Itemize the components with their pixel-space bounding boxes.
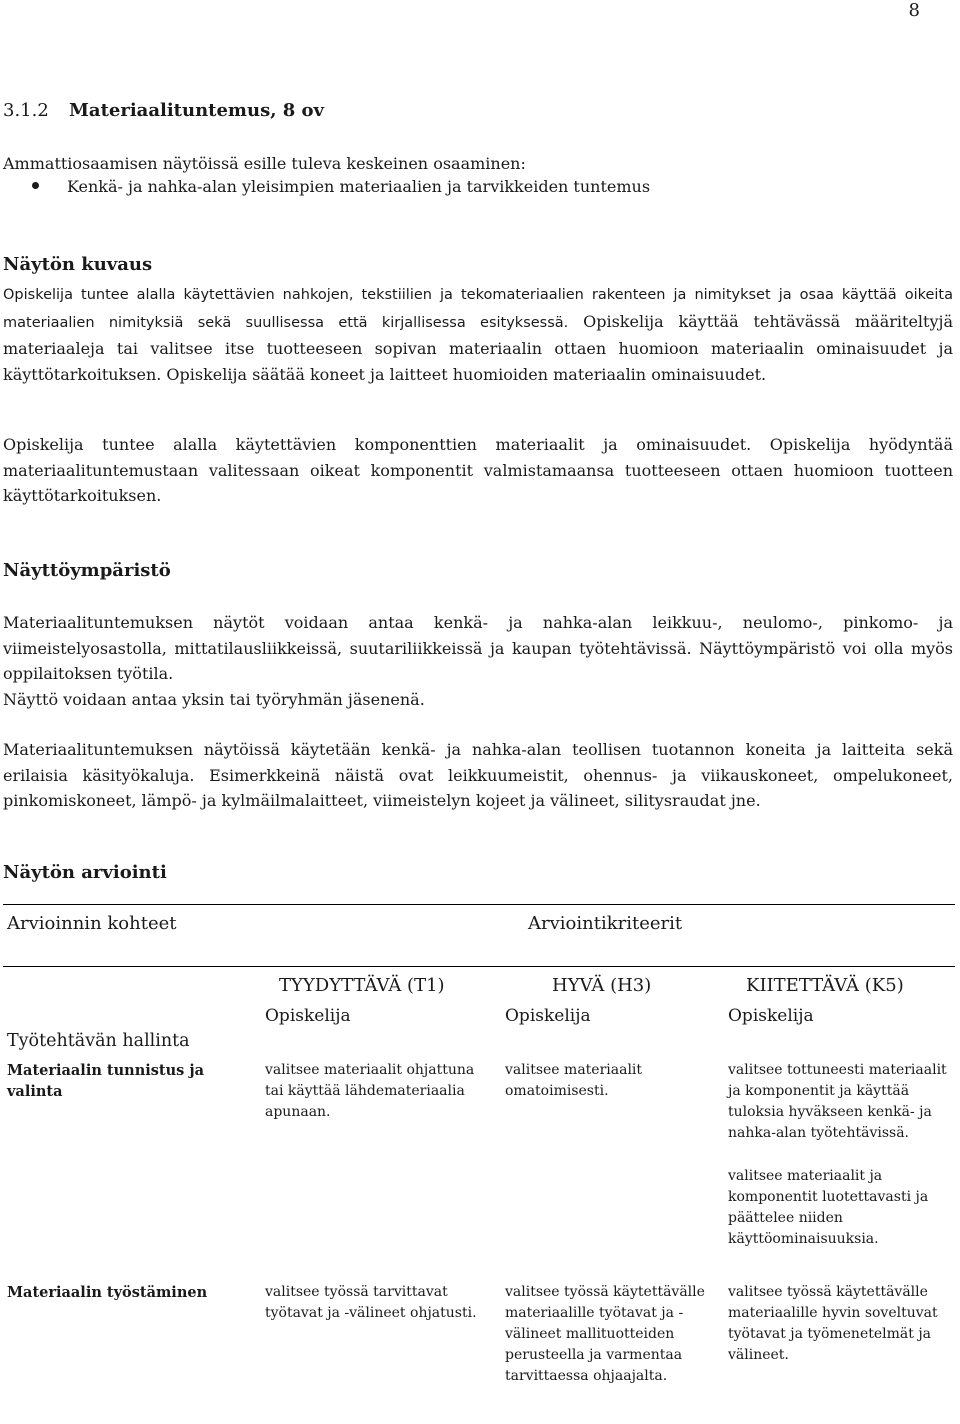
heading-arviointi: Näytön arviointi	[3, 862, 167, 883]
level-k5: KIITETTÄVÄ (K5)	[746, 975, 904, 996]
cell-tyostaminen-h3: valitsee työssä käytettävälle materiaalille työtavat ja -välineet mallituotteiden perusteella ja varmentaa tarvittaessa ohjaajalta.	[505, 1284, 705, 1384]
cell-tyostaminen-k5: valitsee työssä käytettävälle materiaalille hyvin soveltuvat työtavat ja työmenetelmät ja välineet.	[728, 1284, 938, 1363]
heading-kuvaus: Näytön kuvaus	[3, 254, 153, 275]
bullet-item	[32, 177, 952, 196]
bullet-text: Kenkä- ja nahka-alan yleisimpien materiaalien ja tarvikkeiden tuntemus	[67, 177, 651, 196]
ymparisto-paragraph-1: Materiaalituntemuksen näytöt voidaan antaa kenkä- ja nahka-alan leikkuu-, neulomo-, pinkomo- ja viimeistelyosastolla, mittatilausliikkeissä, suutariliikkeissä ja kaupan työtehtävissä. Näyttöympäristö voi olla myös oppilaitoksen työtila.	[3, 613, 953, 683]
subject-t1: Opiskelija	[265, 1006, 351, 1026]
page-number: 8	[908, 0, 920, 21]
row-label-tyostaminen: Materiaalin työstäminen	[7, 1284, 208, 1301]
row-label-tunnistus: Materiaalin tunnistus ja valinta	[7, 1062, 205, 1100]
subject-h3: Opiskelija	[505, 1006, 591, 1026]
table-header-criteria: Arviointikriteerit	[528, 913, 683, 934]
table-top-border	[3, 904, 955, 905]
table-header-border	[3, 966, 955, 967]
level-h3: HYVÄ (H3)	[552, 975, 652, 996]
intro-text: Ammattiosaamisen näytöissä esille tuleva keskeinen osaaminen:	[3, 154, 526, 173]
heading-ymparisto: Näyttöympäristö	[3, 560, 171, 581]
kuvaus-paragraph-2: Opiskelija tuntee alalla käytettävien komponenttien materiaalit ja ominaisuudet. Opiskelija hyödyntää materiaalituntemustaan valitessaan oikeat komponentit valmistamaansa tuotteeseen ottaen huomioon tuotteen käyttötarkoituksen.	[3, 435, 953, 505]
kuvaus-p1-sans: Opiskelija tuntee alalla käytettävien nahkojen, tekstiilien ja tekomateriaalien rakenteen ja nimitykset ja osaa käyttää oikeita materiaalien nimityksiä sekä suullisessa että kirjallisessa esityksessä.	[3, 287, 953, 331]
cell-tunnistus-h3: valitsee materiaalit omatoimisesti.	[505, 1062, 643, 1099]
cell-tunnistus-k5b: valitsee materiaalit ja komponentit luotettavasti ja päättelee niiden käyttöominaisuuksia.	[728, 1168, 929, 1247]
ymparisto-paragraph-2: Näyttö voidaan antaa yksin tai työryhmän jäsenenä.	[3, 690, 425, 709]
section-number: 3.1.2	[3, 100, 49, 121]
ymparisto-paragraph-3: Materiaalituntemuksen näytöissä käytetään kenkä- ja nahka-alan teollisen tuotannon koneita ja laitteita sekä erilaisia käsityökaluja. Esimerkkeinä näistä ovat leikkuumeistit, ohennus- ja viikauskoneet, ompelukoneet, pinkomiskoneet, lämpö- ja kylmäilmalaitteet, viimeistelyn kojeet ja välineet, silitysraudat jne.	[3, 740, 953, 810]
kuvaus-p1-serif: Opiskelija käyttää tehtävässä määriteltyjä materiaaleja tai valitsee itse tuotteeseen sopivan materiaalin ottaen huomioon materiaalin ominaisuudet ja käyttötarkoituksen. Opiskelija säätää koneet ja laitteet huomioiden materiaalin ominaisuudet.	[3, 311, 954, 384]
cell-tunnistus-k5: valitsee tottuneesti materiaalit ja komponentit ja käyttää tuloksia hyväkseen kenkä- ja nahka-alan työtehtävissä.	[728, 1062, 947, 1141]
cell-tyostaminen-t1: valitsee työssä tarvittavat työtavat ja -välineet ohjatusti.	[265, 1284, 477, 1321]
bullet-icon	[32, 182, 39, 189]
subject-k5: Opiskelija	[728, 1006, 814, 1026]
table-header-targets: Arvioinnin kohteet	[7, 913, 177, 934]
section-title	[3, 100, 324, 121]
group-label: Työtehtävän hallinta	[7, 1031, 190, 1051]
cell-tunnistus-t1: valitsee materiaalit ohjattuna tai käyttää lähdemateriaalia apunaan.	[265, 1062, 475, 1120]
kuvaus-paragraph-1	[3, 281, 953, 387]
section-title-text: Materiaalituntemus, 8 ov	[69, 100, 324, 121]
level-t1: TYYDYTTÄVÄ (T1)	[279, 975, 445, 996]
